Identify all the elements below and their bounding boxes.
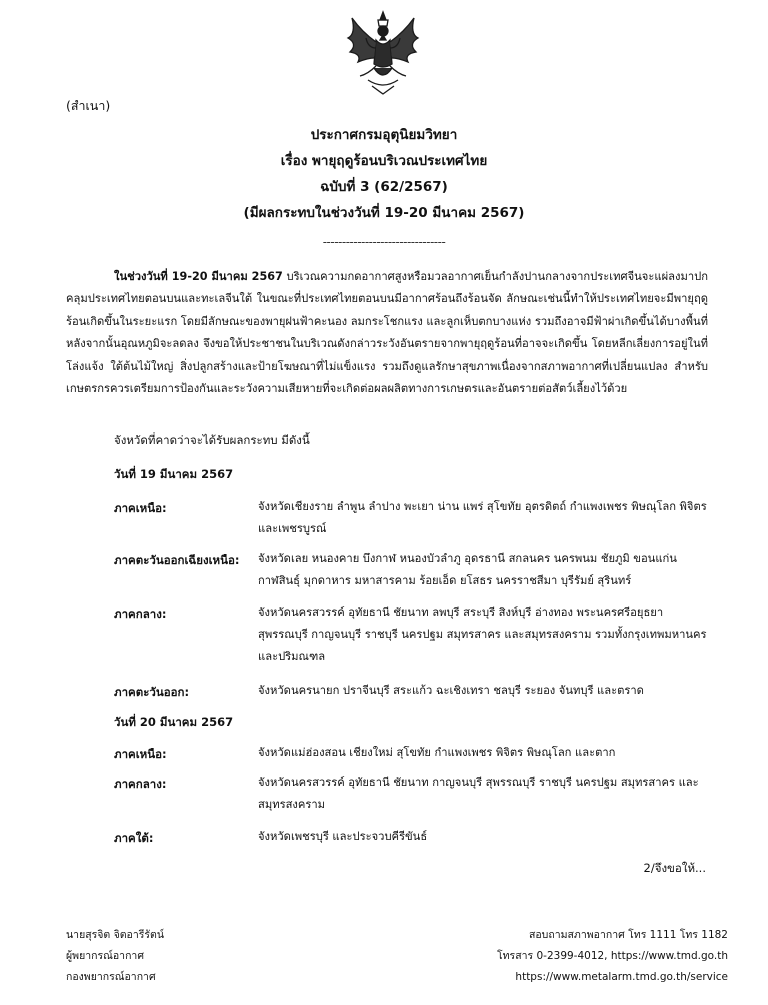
region-provinces-northeast-19: จังหวัดเลย หนองคาย บึงกาฬ หนองบัวลำภู อุดรธานี สกลนคร นครพนม ชัยภูมิ ขอนแก่น กาฬสินธุ์ มุกดาหาร มหาสารคาม ร้อยเอ็ด ยโสธร นครราชสีมา บุรีรัมย์ สุรินทร์ xyxy=(258,552,677,587)
region-label-east-19: ภาคตะวันออก: xyxy=(114,685,190,699)
day-heading-20: วันที่ 20 มีนาคม 2567 xyxy=(114,715,234,729)
footer-contact xyxy=(497,925,728,988)
region-provinces-central-19: จังหวัดนครสวรรค์ อุทัยธานี ชัยนาท ลพบุรี สระบุรี สิงห์บุรี อ่างทอง พระนครศรีอยุธยา สุพรรณบุรี กาญจนบุรี ราชบุรี นครปฐม สมุทรสาคร และสมุทรสงคราม รวมทั้งกรุงเทพมหานครและปริมณฑล xyxy=(258,606,707,663)
day-heading-19: วันที่ 19 มีนาคม 2567 xyxy=(114,467,234,481)
divider: -------------------------------- xyxy=(322,235,446,249)
body-lead: ในช่วงวันที่ 19-20 มีนาคม 2567 xyxy=(114,270,283,283)
footer-position: ผู้พยากรณ์อากาศ xyxy=(66,950,144,962)
affected-intro: จังหวัดที่คาดว่าจะได้รับผลกระทบ มีดังนี้ xyxy=(114,433,310,447)
body-text: บริเวณความกดอากาศสูงหรือมวลอากาศเย็นกำลังปานกลางจากประเทศจีนจะแผ่ลงมาปกคลุมประเทศไทยตอนบนและทะเลจีนใต้ ในขณะที่ประเทศไทยตอนบนมีอากาศร้อนถึงร้อนจัด ลักษณะเช่นนี้ทำให้ประเทศไทยจะมีพายุฤดูร้อนเกิดขึ้นในระยะแรก โดยมีลักษณะของพายุฝนฟ้าคะนอง ลมกระโชกแรง และลูกเห็บตกบางแห่ง รวมถึงอาจมีฟ้าผ่าเกิดขึ้นได้บางพื้นที่ หลังจากนั้นอุณหภูมิจะลดลง จึงขอให้ประชาชนในบริเวณดังกล่าวระวังอันตรายจากพายุฤดูร้อนที่อาจจะเกิดขึ้น โดยหลีกเลี่ยงการอยู่ในที่โล่งแจ้ง ใต้ต้นไม้ใหญ่ สิ่งปลูกสร้างและป้ายโฆษณาที่ไม่แข็งแรง รวมถึงดูแลรักษาสุขภาพเนื่องจากสภาพอากาศที่เปลี่ยนแปลง สำหรับเกษตรกรควรเตรียมการป้องกันและระวังความเสียหายที่จะเกิดต่อผลผลิตทางการเกษตรและอันตรายต่อสัตว์เลี้ยงไว้ด้วย xyxy=(66,270,708,396)
footer-fax-website: โทรสาร 0-2399-4012, https://www.tmd.go.th xyxy=(497,950,728,962)
title-line-issue: ฉบับที่ 3 (62/2567) xyxy=(320,179,448,195)
body-paragraph xyxy=(66,266,708,400)
region-provinces-north-19: จังหวัดเชียงราย ลำพูน ลำปาง พะเยา น่าน แพร่ สุโขทัย อุตรดิตถ์ กำแพงเพชร พิษณุโลก พิจิตร และเพชรบูรณ์ xyxy=(258,500,707,535)
region-label-northeast-19: ภาคตะวันออกเฉียงเหนือ: xyxy=(114,553,240,567)
region-label-central-19: ภาคกลาง: xyxy=(114,607,167,621)
garuda-emblem-icon xyxy=(338,8,428,98)
region-provinces-central-20: จังหวัดนครสวรรค์ อุทัยธานี ชัยนาท กาญจนบุรี สุพรรณบุรี ราชบุรี นครปฐม สมุทรสาคร และสมุทรสงคราม xyxy=(258,776,699,811)
footer-service-link[interactable]: https://www.metalarm.tmd.go.th/service xyxy=(515,971,728,983)
footer-name: นายสุรจิต จิตอารีรัตน์ xyxy=(66,929,165,941)
region-provinces-east-19: จังหวัดนครนายก ปราจีนบุรี สระแก้ว ฉะเชิงเทรา ชลบุรี ระยอง จันทบุรี และตราด xyxy=(258,684,644,697)
title-line-period: (มีผลกระทบในช่วงวันที่ 19-20 มีนาคม 2567) xyxy=(243,205,525,221)
region-label-south-20: ภาคใต้: xyxy=(114,831,154,845)
footer-phone: สอบถามสภาพอากาศ โทร 1111 โทร 1182 xyxy=(528,929,728,941)
copy-label: (สำเนา) xyxy=(66,98,111,113)
footer-division: กองพยากรณ์อากาศ xyxy=(66,971,156,983)
region-provinces-north-20: จังหวัดแม่ฮ่องสอน เชียงใหม่ สุโขทัย กำแพงเพชร พิจิตร พิษณุโลก และตาก xyxy=(258,746,616,759)
page-continuation: 2/จึงขอให้... xyxy=(643,861,706,875)
title-line-subject: เรื่อง พายุฤดูร้อนบริเวณประเทศไทย xyxy=(280,153,488,169)
footer-signature xyxy=(66,925,164,988)
title-line-agency: ประกาศกรมอุตุนิยมวิทยา xyxy=(310,127,458,143)
region-provinces-south-20: จังหวัดเพชรบุรี และประจวบคีรีขันธ์ xyxy=(258,830,428,843)
region-label-north-19: ภาคเหนือ: xyxy=(114,501,167,515)
announcement-title xyxy=(0,122,768,226)
region-label-central-20: ภาคกลาง: xyxy=(114,777,167,791)
region-label-north-20: ภาคเหนือ: xyxy=(114,747,167,761)
